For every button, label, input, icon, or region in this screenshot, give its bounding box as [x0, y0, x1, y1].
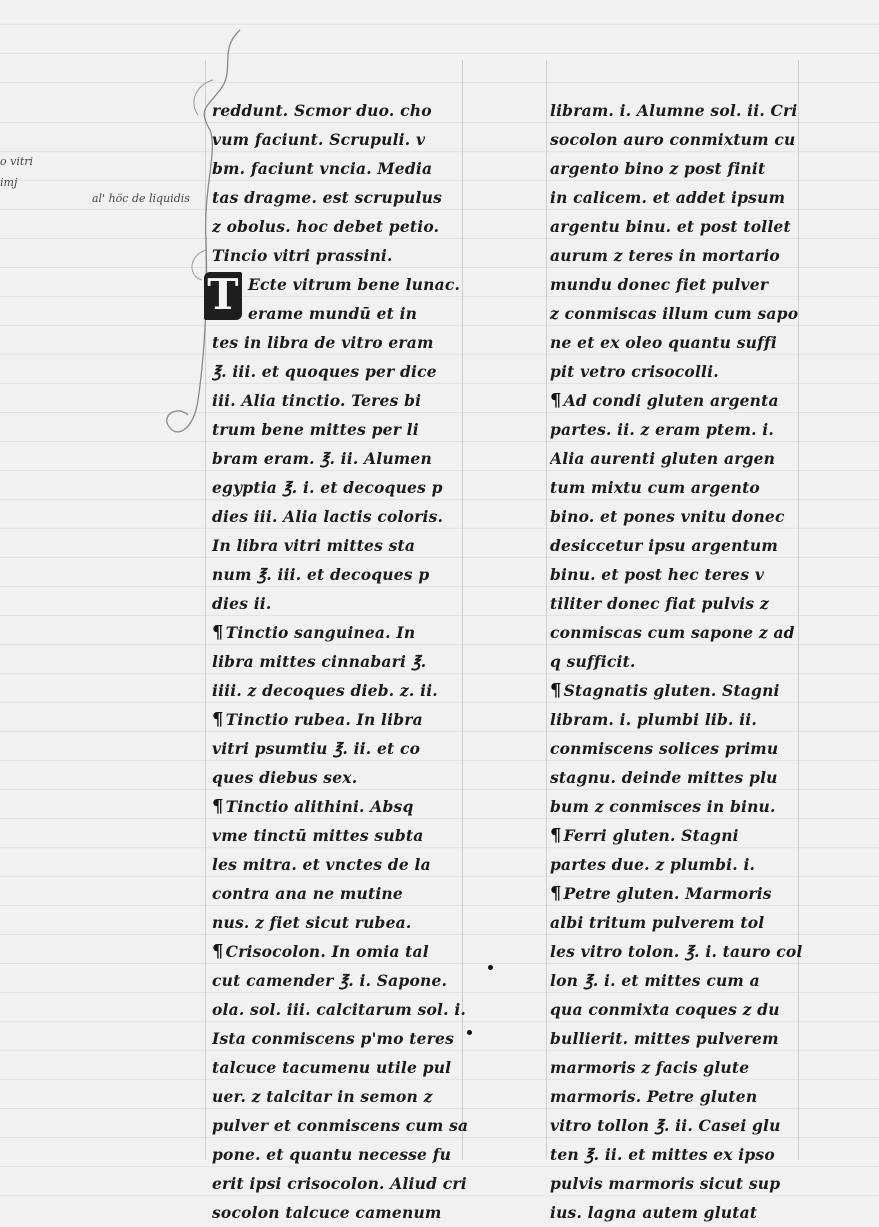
- right-column-line: [550, 1082, 812, 1111]
- left-column-line: [212, 386, 474, 415]
- right-column-line: [550, 415, 812, 444]
- left-column-line: [212, 908, 474, 937]
- left-column-line-text: dies ii.: [212, 594, 272, 613]
- left-column-line: [212, 444, 474, 473]
- right-column-line-text: z conmiscas illum cum sapo: [550, 304, 799, 323]
- left-column-line: [212, 618, 474, 647]
- left-column-line-text: trum bene mittes per li: [212, 420, 419, 439]
- left-column-line-text: Tinctio sanguinea. In: [225, 623, 416, 642]
- left-column-line: [212, 502, 474, 531]
- right-column-line: [550, 1024, 812, 1053]
- right-column-line-text: partes. ii. z eram ptem. i.: [550, 420, 774, 439]
- left-column-line-text: tes in libra de vitro eram: [212, 333, 434, 352]
- ink-dot-2: [467, 1030, 472, 1035]
- right-column-line-text: pulvis marmoris sicut sup: [550, 1174, 781, 1193]
- right-column-line: [550, 763, 812, 792]
- paragraph-mark-icon: ¶: [212, 941, 224, 962]
- left-text-column: [207, 96, 474, 1227]
- right-column-line: [550, 502, 812, 531]
- right-column-line: [550, 386, 812, 415]
- right-column-line-text: libram. i. plumbi lib. ii.: [550, 710, 757, 729]
- left-column-line: [212, 560, 474, 589]
- right-column-line-text: bullierit. mittes pulverem: [550, 1029, 779, 1048]
- left-column-line-text: Ista conmiscens p'mo teres: [212, 1029, 455, 1048]
- right-column-line: [550, 1053, 812, 1082]
- right-column-line: [550, 270, 812, 299]
- right-column-line-text: libram. i. Alumne sol. ii. Cri: [550, 101, 798, 120]
- left-column-line-text: contra ana ne mutine: [212, 884, 403, 903]
- right-column-line: [550, 328, 812, 357]
- left-column-line: [212, 676, 474, 705]
- left-column-line: [212, 415, 474, 444]
- left-column-line-text: In libra vitri mittes sta: [212, 536, 416, 555]
- right-text-column: [550, 96, 812, 1227]
- left-column-line: [212, 154, 474, 183]
- left-column-line-text: vme tinctū mittes subta: [212, 826, 424, 845]
- left-column-line-text: z obolus. hoc debet petio.: [212, 217, 440, 236]
- paragraph-mark-icon: ¶: [212, 709, 224, 730]
- right-column-line: [550, 241, 812, 270]
- margin-note-2: imj: [0, 176, 18, 189]
- left-column-line-text: pone. et quantu necesse fu: [212, 1145, 452, 1164]
- right-column-line: [550, 96, 812, 125]
- paragraph-mark-icon: ¶: [550, 390, 562, 411]
- right-column-line-text: tiliter donec fiat pulvis z: [550, 594, 769, 613]
- left-column-line: [212, 647, 474, 676]
- left-column-line: [212, 241, 474, 270]
- left-column-line: [212, 183, 474, 212]
- left-column-line-text: egyptia ℥. i. et decoques p: [212, 478, 443, 497]
- right-column-line-text: vitro tollon ℥. ii. Casei glu: [550, 1116, 781, 1135]
- right-column-line-text: marmoris. Petre gluten: [550, 1087, 758, 1106]
- left-column-line: [212, 589, 474, 618]
- margin-note-3: al' höc de liquidis: [92, 192, 190, 205]
- left-column-line: [212, 328, 474, 357]
- right-column-line: [550, 676, 812, 705]
- right-column-line-text: argentu binu. et post tollet: [550, 217, 791, 236]
- right-column-line-text: Ad condi gluten argenta: [563, 391, 779, 410]
- right-column-line-text: ne et ex oleo quantu suffi: [550, 333, 777, 352]
- left-column-line-text: num ℥. iii. et decoques p: [212, 565, 430, 584]
- left-column-line-text: Ecte vitrum bene lunac.: [248, 275, 461, 294]
- left-column-line: [212, 995, 474, 1024]
- left-column-line: [212, 734, 474, 763]
- right-column-line: [550, 589, 812, 618]
- left-column-line-text: erame mundū et in: [248, 304, 418, 323]
- left-column-line: [212, 357, 474, 386]
- left-column-line: [212, 937, 474, 966]
- right-column-line-text: conmiscens solices primu: [550, 739, 779, 758]
- left-column-line: [212, 212, 474, 241]
- right-column-line-text: les vitro tolon. ℥. i. tauro col: [550, 942, 803, 961]
- left-column-line-text: ola. sol. iii. calcitarum sol. i.: [212, 1000, 467, 1019]
- right-column-line: [550, 1140, 812, 1169]
- right-column-line: [550, 995, 812, 1024]
- right-column-line: [550, 821, 812, 850]
- left-column-line: [212, 763, 474, 792]
- right-column-line-text: albi tritum pulverem tol: [550, 913, 765, 932]
- right-column-line-text: Alia aurenti gluten argen: [550, 449, 776, 468]
- right-column-line-text: binu. et post hec teres v: [550, 565, 765, 584]
- left-column-line-text: iii. Alia tinctio. Teres bi: [212, 391, 422, 410]
- left-column-line-text: erit ipsi crisocolon. Aliud cri: [212, 1174, 467, 1193]
- left-column-line: [212, 1140, 474, 1169]
- right-column-line-text: q sufficit.: [550, 652, 636, 671]
- right-column-line-text: bum z conmisces in binu.: [550, 797, 776, 816]
- left-column-line-text: bram eram. ℥. ii. Alumen: [212, 449, 432, 468]
- right-column-line: [550, 1111, 812, 1140]
- left-column-line-text: uer. z talcitar in semon z: [212, 1087, 433, 1106]
- left-column-line: [212, 966, 474, 995]
- left-column-line: [212, 821, 474, 850]
- right-column-line-text: tum mixtu cum argento: [550, 478, 760, 497]
- left-column-line-text: Tinctio alithini. Absq: [225, 797, 414, 816]
- left-column-line: [212, 1024, 474, 1053]
- right-column-line-text: lon ℥. i. et mittes cum a: [550, 971, 760, 990]
- margin-note-1: o vitri: [0, 155, 34, 168]
- right-column-line-text: stagnu. deinde mittes plu: [550, 768, 778, 787]
- left-column-line: [212, 96, 474, 125]
- left-column-line-text: ℥. iii. et quoques per dice: [212, 362, 437, 381]
- right-column-line-text: ten ℥. ii. et mittes ex ipso: [550, 1145, 775, 1164]
- left-column-line-text: les mitra. et vnctes de la: [212, 855, 431, 874]
- right-column-line-text: Stagnatis gluten. Stagni: [563, 681, 780, 700]
- right-column-line-text: aurum z teres in mortario: [550, 246, 780, 265]
- left-column-line: [212, 879, 474, 908]
- right-column-line: [550, 183, 812, 212]
- right-column-line-text: socolon auro conmixtum cu: [550, 130, 796, 149]
- left-column-line: [212, 792, 474, 821]
- left-column-line-text: libra mittes cinnabari ℥.: [212, 652, 427, 671]
- right-column-line-text: marmoris z facis glute: [550, 1058, 750, 1077]
- left-column-line-text: nus. z fiet sicut rubea.: [212, 913, 412, 932]
- right-column-line: [550, 560, 812, 589]
- ruling-line-right-inner: [546, 60, 547, 1160]
- left-column-line: [212, 1198, 474, 1227]
- right-column-line-text: pit vetro crisocolli.: [550, 362, 719, 381]
- left-column-line-text: dies iii. Alia lactis coloris.: [212, 507, 444, 526]
- left-column-line: [212, 1053, 474, 1082]
- right-column-line: [550, 618, 812, 647]
- left-column-line: [212, 1169, 474, 1198]
- right-column-line: [550, 937, 812, 966]
- paragraph-mark-icon: ¶: [550, 883, 562, 904]
- paragraph-mark-icon: ¶: [550, 825, 562, 846]
- right-column-line: [550, 299, 812, 328]
- left-column-line-text: Crisocolon. In omia tal: [225, 942, 429, 961]
- right-column-line: [550, 705, 812, 734]
- left-column-line-text: reddunt. Scmor duo. cho: [212, 101, 432, 120]
- left-column-line-text: bm. faciunt vncia. Media: [212, 159, 433, 178]
- left-column-line-text: talcuce tacumenu utile pul: [212, 1058, 452, 1077]
- right-column-line-text: partes due. z plumbi. i.: [550, 855, 756, 874]
- left-column-line-text: Tincio vitri prassini.: [212, 246, 393, 265]
- left-column-line-text: iiii. z decoques dieb. z. ii.: [212, 681, 438, 700]
- left-column-line-text: vitri psumtiu ℥. ii. et co: [212, 739, 421, 758]
- left-column-line-text: socolon talcuce camenum: [212, 1203, 442, 1222]
- right-column-line: [550, 879, 812, 908]
- right-column-line: [550, 1198, 812, 1227]
- left-column-line: [212, 125, 474, 154]
- right-column-line-text: mundu donec fiet pulver: [550, 275, 769, 294]
- right-column-line: [550, 908, 812, 937]
- left-column-line: [248, 299, 474, 328]
- right-column-line-text: ius. lagna autem glutat: [550, 1203, 758, 1222]
- left-column-line: [212, 1111, 474, 1140]
- left-column-line-text: cut camender ℥. i. Sapone.: [212, 971, 448, 990]
- right-column-line: [550, 531, 812, 560]
- right-column-line: [550, 444, 812, 473]
- right-column-line-text: Petre gluten. Marmoris: [563, 884, 772, 903]
- left-column-line: [212, 531, 474, 560]
- left-column-line-text: Tinctio rubea. In libra: [225, 710, 423, 729]
- right-column-line: [550, 125, 812, 154]
- right-column-line-text: conmiscas cum sapone z ad: [550, 623, 795, 642]
- ink-dot-1: [488, 965, 493, 970]
- left-column-line: [212, 1082, 474, 1111]
- right-column-line: [550, 473, 812, 502]
- left-column-line: [212, 850, 474, 879]
- right-column-line: [550, 212, 812, 241]
- left-column-line-text: ques diebus sex.: [212, 768, 358, 787]
- right-column-line-text: qua conmixta coques z du: [550, 1000, 780, 1019]
- right-column-line-text: Ferri gluten. Stagni: [563, 826, 739, 845]
- right-column-line-text: desiccetur ipsu argentum: [550, 536, 778, 555]
- right-column-line: [550, 792, 812, 821]
- right-column-line: [550, 850, 812, 879]
- left-column-line: [212, 473, 474, 502]
- left-column-line-text: pulver et conmiscens cum sa: [212, 1116, 469, 1135]
- right-column-line-text: argento bino z post finit: [550, 159, 766, 178]
- right-column-line-text: in calicem. et addet ipsum: [550, 188, 786, 207]
- right-column-line: [550, 734, 812, 763]
- decorated-initial: T: [204, 272, 242, 320]
- right-column-line: [550, 154, 812, 183]
- right-column-line: [550, 1169, 812, 1198]
- right-column-line: [550, 966, 812, 995]
- right-column-line-text: bino. et pones vnitu donec: [550, 507, 785, 526]
- paragraph-mark-icon: ¶: [212, 622, 224, 643]
- paragraph-mark-icon: ¶: [550, 680, 562, 701]
- left-column-line-text: tas dragme. est scrupulus: [212, 188, 442, 207]
- paragraph-mark-icon: ¶: [212, 796, 224, 817]
- right-column-line: [550, 647, 812, 676]
- left-column-line: [212, 705, 474, 734]
- left-column-line-text: vum faciunt. Scrupuli. v: [212, 130, 426, 149]
- right-column-line: [550, 357, 812, 386]
